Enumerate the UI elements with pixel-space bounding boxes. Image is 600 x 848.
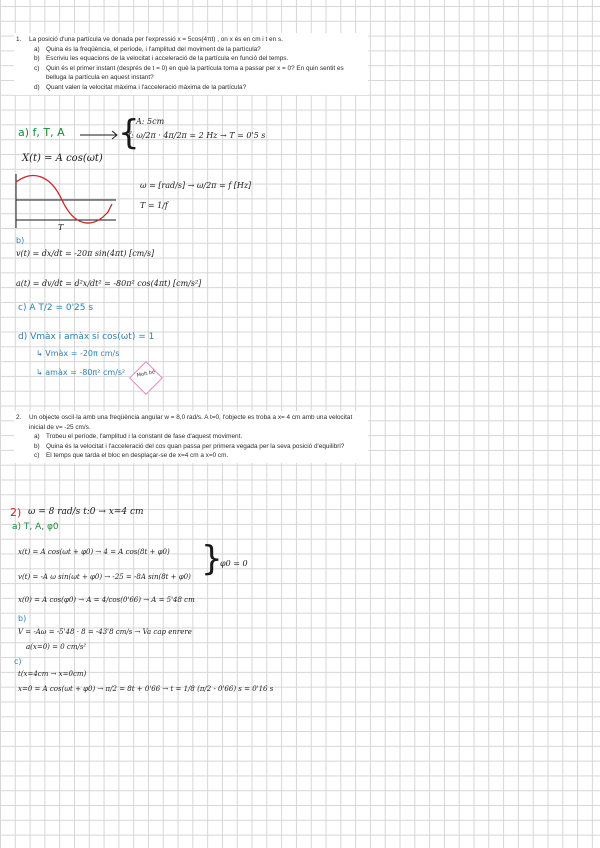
solution-2-c-line2: x=0 = A cos(ωt + φ0) → π/2 = 8t + 0'66 → t = 1/8 (π/2 - 0'66) s = 0'16 s — [18, 685, 274, 693]
position-equation: X(t) = A cos(ωt) — [22, 153, 103, 164]
solution-1-part-b-label: b) — [16, 236, 25, 245]
solution-2-part-c-label: c) — [14, 657, 22, 666]
problem-1-part-b: b) Escriviu les equacions de la velocitat i acceleració de la partícula en funció del temps. — [34, 55, 289, 63]
problem-2-part-b: b) Quina és la velocitat i l'acceleració del cos quan passa per primera vegada per la seva posició d'equilibri? — [34, 442, 345, 450]
arrow-icon — [80, 128, 120, 142]
problem-text: La posició d'una partícula ve donada per l'expressió x = 5cos(4πt) , on x és en cm i t en s. — [29, 36, 283, 43]
teacher-stamp-text: Molt bé — [136, 369, 156, 379]
solution-2-part-a-label: a) T, A, φ0 — [12, 522, 59, 532]
acceleration-equation: a(t) = dv/dt = d²x/dt² = -80π² cos(4πt) [cm/s²] — [16, 279, 202, 288]
solution-2-c-line1: t(x=4cm → x=0cm) — [18, 670, 87, 678]
period-note: T = 1/f — [140, 201, 168, 210]
omega-note: ω = [rad/s] → ω/2π = f [Hz] — [140, 181, 252, 190]
phase-result: φ0 = 0 — [220, 559, 248, 568]
solution-2-part-b-label: b) — [18, 614, 27, 623]
problem-2-part-a: a) Trobeu el període, l'amplitud i la constant de fase d'aquest moviment. — [34, 433, 243, 441]
problem-2-intro — [16, 413, 366, 432]
problem-2-part-c: c) El temps que tarda el bloc en desplaçar-se de x=4 cm a x=0 cm. — [34, 452, 229, 460]
problem-1-intro — [16, 35, 366, 45]
problem-text: Un objecte oscil·la amb una freqüència angular w = 8,0 rad/s. A t=0, l'objecte es troba a x= 4 cm amb una velocitat inicial de v= -25 cm/s. — [29, 414, 353, 431]
problem-2-statement — [14, 411, 368, 463]
position-equation-2: x(t) = A cos(ωt + φ0) → 4 = A cos(8t + φ0) — [18, 548, 170, 556]
solution-1-part-d: d) Vmàx i amàx si cos(ωt) = 1 — [18, 332, 155, 342]
solution-1-vmax: ↳ Vmàx = -20π cm/s — [36, 349, 120, 358]
amplitude-line: A: 5cm — [136, 117, 165, 126]
solution-2-number: 2) — [10, 506, 22, 519]
solution-1-part-c: c) A T/2 = 0'25 s — [18, 303, 94, 313]
amplitude-equation: x(0) = A cos(φ0) → A = 4/cos(0'66) → A = 5'48 cm — [18, 596, 195, 604]
solution-1-part-a-label: a) f, T, A — [18, 126, 65, 139]
system-brace: } — [201, 539, 223, 579]
velocity-equation: v(t) = dx/dt = -20π sin(4πt) [cm/s] — [16, 249, 155, 258]
curly-brace: { — [118, 113, 140, 153]
problem-number: 2. — [16, 414, 22, 421]
problem-1-part-a: a) Quina és la freqüència, el període, i l'amplitud del moviment de la partícula? — [34, 45, 261, 53]
solution-2-velocity: V = -Aω = -5'48 · 8 = -43'8 cm/s → Va cap enrere — [18, 628, 192, 636]
problem-1-part-c: c) Quin és el primer instant (després de t = 0) en què la partícula torna a passar per x = 0? En quin sentit es belluga la partícula en aquest instant? — [34, 64, 344, 82]
frequency-line: f: ω/2π · 4π/2π = 2 Hz → T = 0'5 s — [128, 131, 266, 140]
problem-1-part-d: d) Quant valen la velocitat màxima i l'acceleració màxima de la partícula? — [34, 83, 247, 91]
graph-period-label: T — [58, 223, 64, 232]
problem-number: 1. — [16, 36, 22, 43]
solution-2-acceleration: a(x=0) = 0 cm/s² — [26, 643, 87, 651]
velocity-equation-2: v(t) = -A ω sin(ωt + φ0) → -25 = -8A sin(8t + φ0) — [18, 573, 191, 581]
cosine-sketch — [12, 172, 122, 232]
solution-2-heading: ω = 8 rad/s t:0 → x=4 cm — [28, 507, 144, 517]
solution-1-amax: ↳ amàx = -80π² cm/s² — [36, 368, 126, 377]
problem-1-statement — [14, 33, 368, 95]
